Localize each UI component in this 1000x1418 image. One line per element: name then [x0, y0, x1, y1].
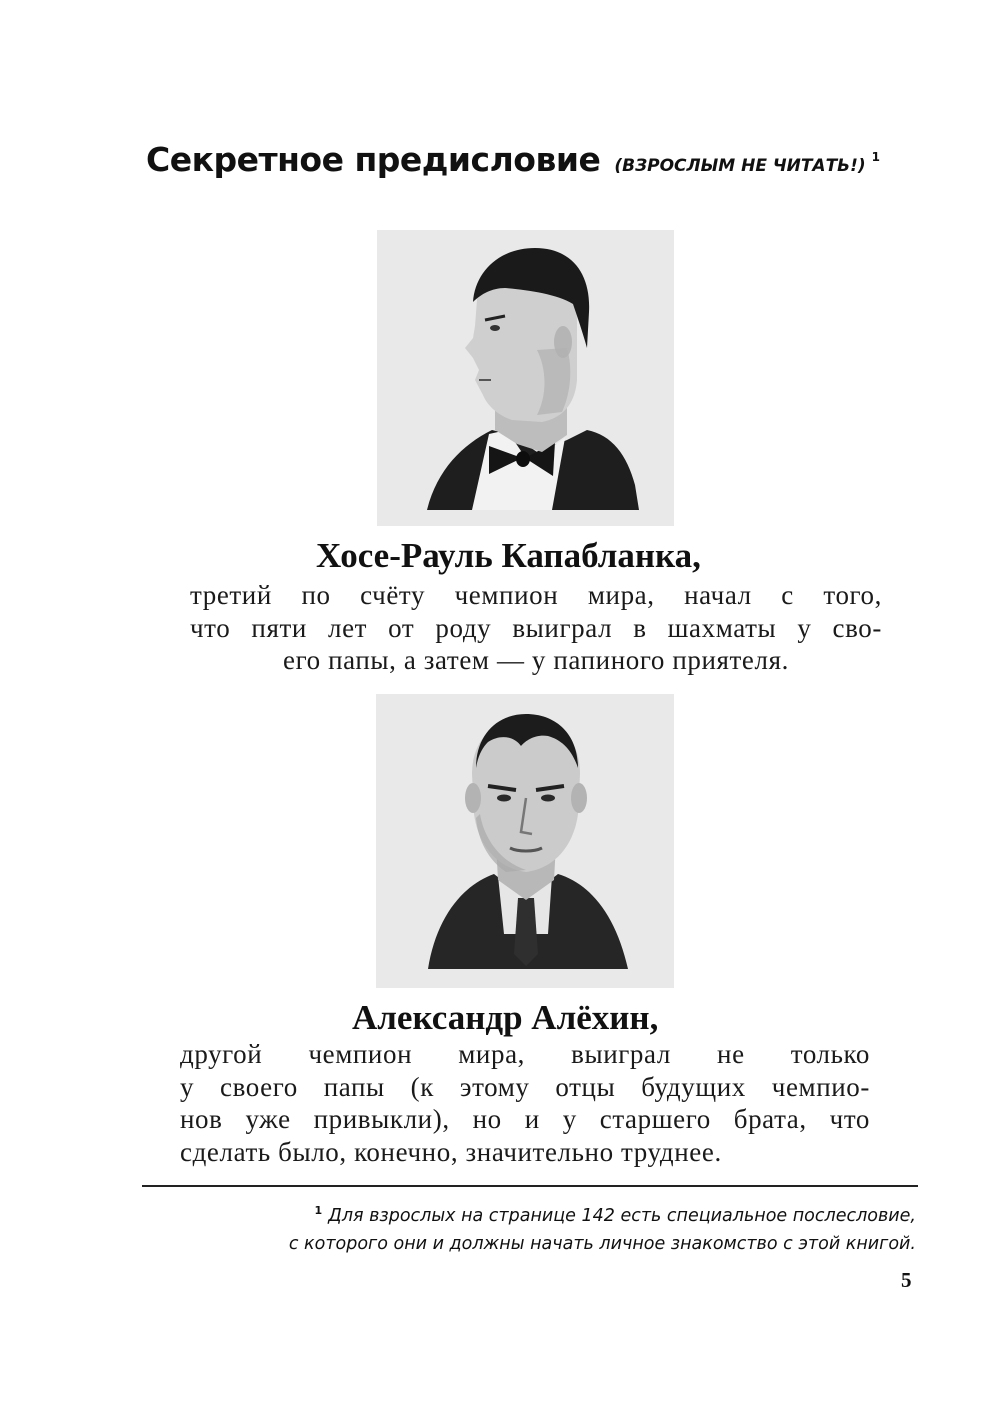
heading-title: Секретное предисловие — [146, 140, 601, 179]
footnote-mark: 1 — [314, 1204, 323, 1217]
description-line: у своего папы (к этому отцы будущих чемпио- — [180, 1071, 870, 1102]
footnote-divider — [142, 1185, 918, 1187]
description-line: другой чемпион мира, выиграл не только — [180, 1039, 870, 1069]
footnote — [140, 1197, 916, 1258]
section-description — [180, 1038, 870, 1168]
footnote-line — [140, 1197, 916, 1230]
page-number: 5 — [901, 1268, 912, 1292]
heading-footnote-mark: 1 — [871, 150, 881, 164]
section-name: Хосе-Рауль Капабланка, — [316, 536, 701, 575]
description-line: что пяти лет от роду выиграл в шахматы у сво- — [190, 612, 882, 643]
footnote-text: Для взрослых на странице 142 есть специальное послесловие, — [328, 1206, 916, 1226]
description-line: нов уже привыкли), но и у старшего брата, что — [180, 1104, 870, 1134]
portrait-capablanca — [377, 230, 674, 526]
portrait-capablanca-drawing — [377, 230, 674, 526]
description-line: третий по счёту чемпион мира, начал с того, — [190, 580, 882, 610]
section-name: Александр Алёхин, — [352, 998, 659, 1037]
description-line: сделать было, конечно, значительно труднее. — [180, 1136, 722, 1167]
portrait-alekhine — [376, 694, 674, 988]
page-heading — [146, 140, 946, 179]
heading-subtitle: (ВЗРОСЛЫМ НЕ ЧИТАТЬ!) — [614, 156, 866, 176]
section-description — [190, 579, 882, 677]
portrait-alekhine-drawing — [376, 694, 674, 988]
footnote-line: с которого они и должны начать личное знакомство с этой книгой. — [288, 1234, 916, 1254]
description-line: его папы, а затем — у папиного приятеля. — [283, 645, 789, 675]
